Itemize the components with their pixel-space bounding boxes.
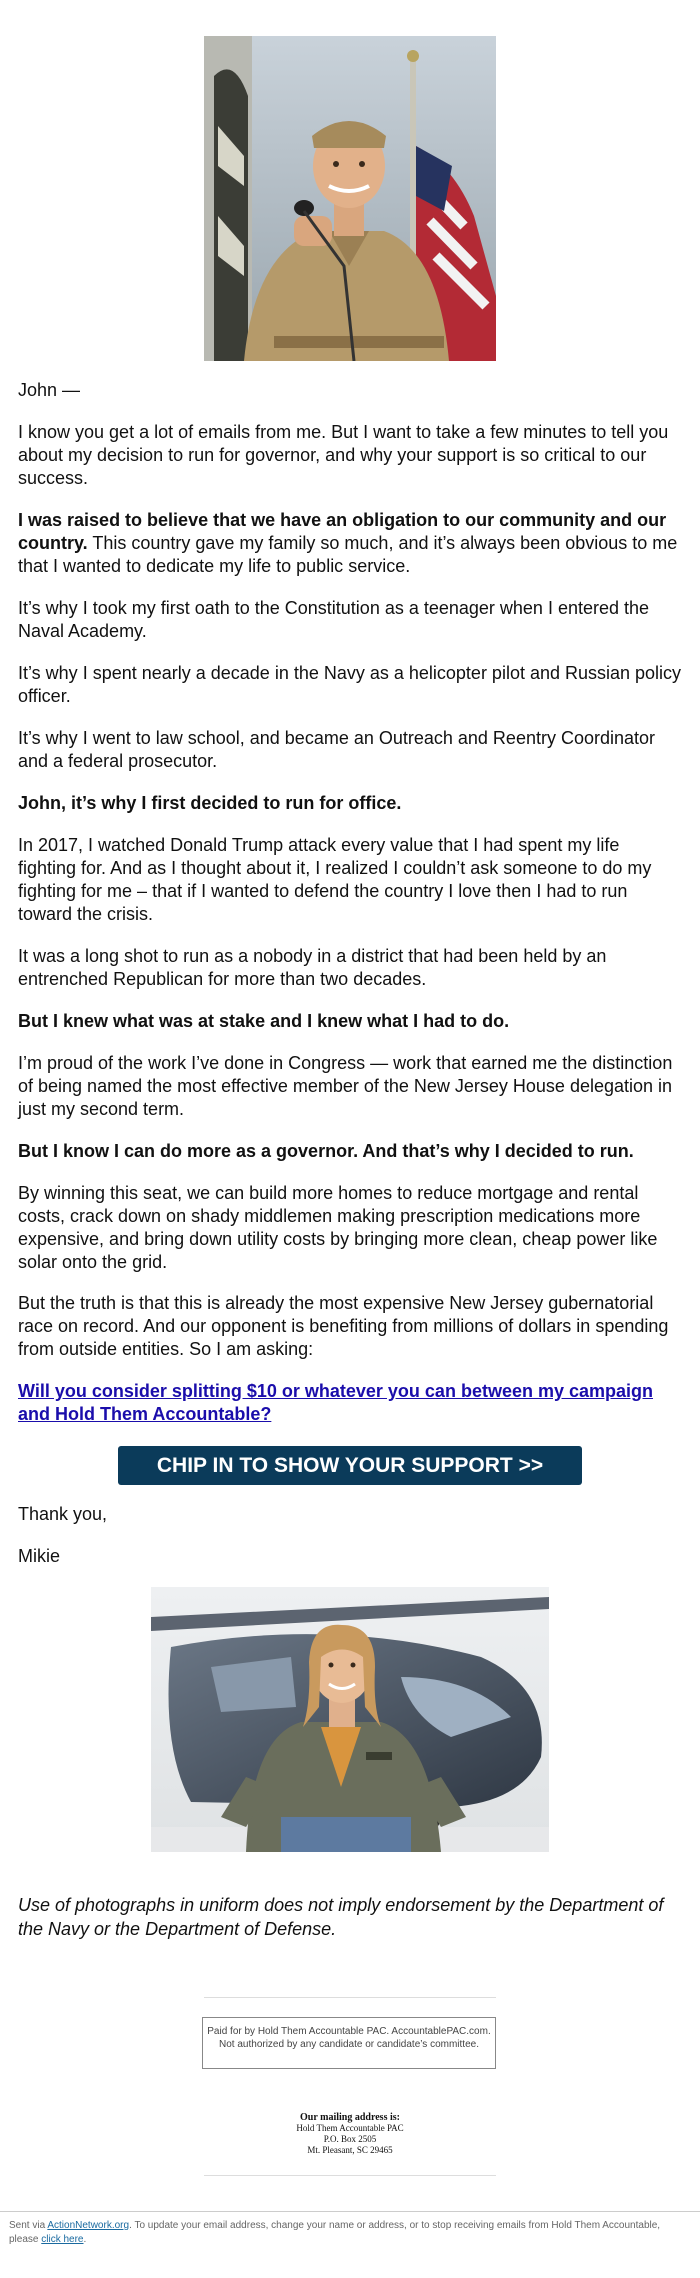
divider xyxy=(204,1997,496,1998)
paragraph-text: I’m proud of the work I’ve done in Congress — work that earned me the distinction of being named the most effective member of the New Jersey House delegation in just my second term. xyxy=(18,1053,673,1119)
paragraph-text: But I knew what was at stake and I knew what I had to do. xyxy=(18,1011,510,1031)
signature xyxy=(18,1545,682,1568)
paid-for-box: Paid for by Hold Them Accountable PAC. AccountablePAC.com. Not authorized by any candidate or candidate’s committee. xyxy=(202,2017,496,2069)
hero-photo-uniform xyxy=(204,36,496,361)
mailing-address xyxy=(200,2112,500,2156)
paragraph-text: John, it’s why I first decided to run for office. xyxy=(18,793,402,813)
paragraph-text: I know you get a lot of emails from me. But I want to take a few minutes to tell you about my decision to run for governor, and why your support is so critical to our success. xyxy=(18,422,669,488)
paragraph-text xyxy=(18,509,682,578)
footer-text: . xyxy=(83,2234,87,2245)
paragraph-text: But the truth is that this is already the most expensive New Jersey gubernatorial race on record. And our opponent is benefiting from millions of dollars in spending from outside entities. So I am asking: xyxy=(18,1293,669,1359)
paragraph-bold-lead: I was raised to believe that we have an obligation to our community and our country. xyxy=(18,510,667,553)
footer-text: Sent via xyxy=(9,2220,48,2231)
footer-text: . To update your email address, change your name or address, or to stop receiving emails from Hold Them Accountable, please xyxy=(9,2220,661,2245)
paragraph-text: It’s why I spent nearly a decade in the Navy as a helicopter pilot and Russian policy officer. xyxy=(18,663,682,706)
paragraph-4 xyxy=(18,662,682,708)
paragraph-1 xyxy=(18,421,682,490)
email-footer xyxy=(9,2219,689,2247)
paragraph-text: In 2017, I watched Donald Trump attack every value that I had spent my life fighting for. And as I thought about it, I realized I couldn’t ask someone to do my fighting for me – that if I wanted to defend the country I love then I had to run toward the crisis. xyxy=(18,835,652,924)
closing xyxy=(18,1503,682,1526)
mailing-title: Our mailing address is: xyxy=(300,2112,400,2123)
signature-text: Mikie xyxy=(18,1546,61,1566)
paragraph-text: It was a long shot to run as a nobody in a district that had been held by an entrenched Republican for more than two decades. xyxy=(18,946,607,989)
paragraph-12 xyxy=(18,1182,682,1274)
footer-divider xyxy=(0,2211,700,2212)
unsubscribe-link[interactable]: click here xyxy=(41,2234,84,2245)
paragraph-5 xyxy=(18,727,682,773)
mailing-line: Hold Them Accountable PAC xyxy=(296,2123,404,2133)
paragraph-6 xyxy=(18,792,682,815)
paragraph-13 xyxy=(18,1292,682,1361)
paragraph-text: It’s why I went to law school, and became an Outreach and Reentry Coordinator and a federal prosecutor. xyxy=(18,728,656,771)
divider xyxy=(204,2175,496,2176)
chip-in-button[interactable]: CHIP IN TO SHOW YOUR SUPPORT >> xyxy=(118,1446,582,1485)
greeting-text: John — xyxy=(18,380,81,400)
paragraph-text: But I know I can do more as a governor. And that’s why I decided to run. xyxy=(18,1141,634,1161)
paragraph-3 xyxy=(18,597,682,643)
actionnetwork-link[interactable]: ActionNetwork.org xyxy=(47,2220,130,2231)
paragraph-9 xyxy=(18,1010,682,1033)
paragraph-10 xyxy=(18,1052,682,1121)
paragraph-11 xyxy=(18,1140,682,1163)
donation-ask-link[interactable]: Will you consider splitting $10 or whatever you can between my campaign and Hold Them Accountable? xyxy=(18,1381,654,1424)
helicopter-photo xyxy=(151,1587,549,1852)
paragraph-8 xyxy=(18,945,682,991)
closing-text: Thank you, xyxy=(18,1504,108,1524)
uniform-disclaimer: Use of photographs in uniform does not imply endorsement by the Department of the Navy or the Department of Defense. xyxy=(18,1895,664,1939)
paragraph-text: By winning this seat, we can build more homes to reduce mortgage and rental costs, crack down on shady middlemen making prescription medications more expensive, and bring down utility costs by bringing more clean, cheap power like solar onto the grid. xyxy=(18,1183,658,1272)
greeting xyxy=(18,379,682,402)
paragraph-2 xyxy=(18,509,682,578)
mailing-line: Mt. Pleasant, SC 29465 xyxy=(307,2145,393,2155)
paragraph-text: It’s why I took my first oath to the Constitution as a teenager when I entered the Naval Academy. xyxy=(18,598,650,641)
paragraph-rest: This country gave my family so much, and it’s always been obvious to me that I wanted to dedicate my life to public service. xyxy=(18,533,678,576)
paragraph-7 xyxy=(18,834,682,926)
mailing-line: P.O. Box 2505 xyxy=(323,2134,377,2144)
